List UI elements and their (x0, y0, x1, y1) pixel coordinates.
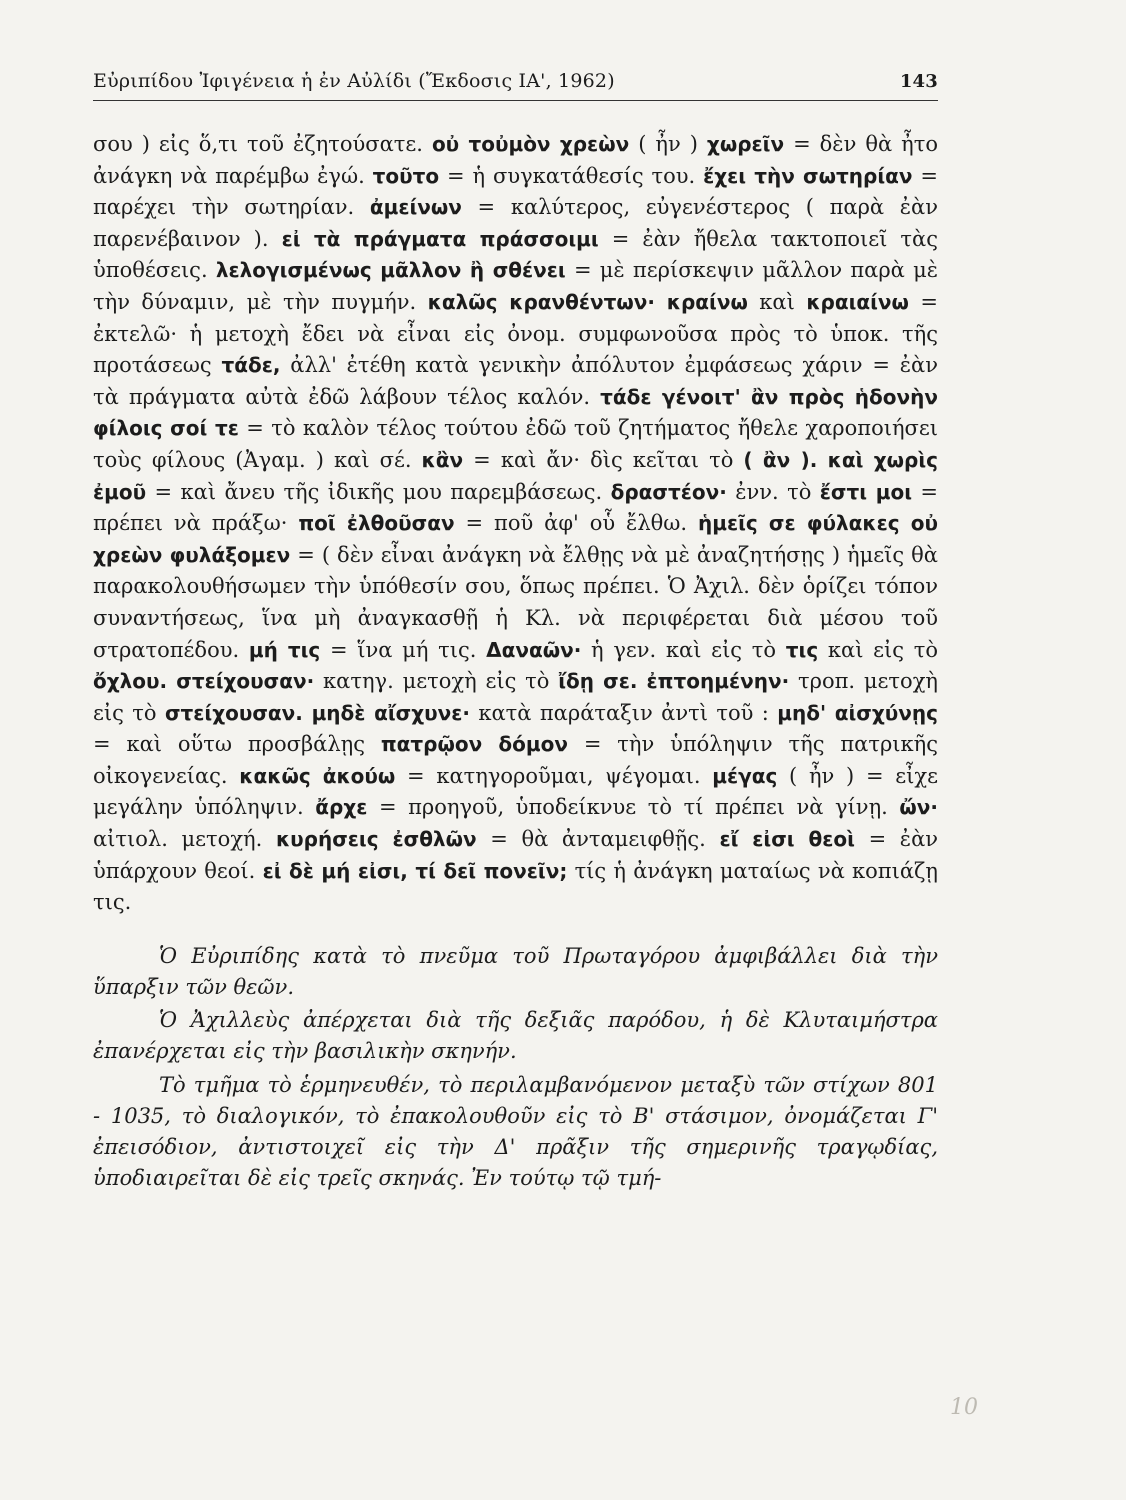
commentary-text: σου ) εἰς ὅ,τι τοῦ ἐζητούσατε. (93, 132, 432, 156)
commentary-text: = καὶ ἄνευ τῆς ἰδικῆς μου παρεμβάσεως. (146, 479, 611, 504)
commentary-text: καὶ εἰς τὸ (818, 637, 939, 662)
lemma-term: κακῶς ἀκούω (239, 763, 396, 788)
lemma-term: εἴ εἰσι θεοὶ (719, 827, 855, 852)
commentary-text: = ἐκτελῶ· ἡ μετοχὴ ἔδει νὰ εἶναι εἰς ὀνομ. συμφωνοῦσα πρὸς τὸ ὑποκ. τῆς προτάσεως (93, 289, 938, 378)
commentary-text: καὶ (747, 289, 807, 314)
lemma-term: πατρῷον δόμον (380, 732, 568, 757)
lemma-term: ἄρχε (315, 795, 368, 820)
note-paragraph: Ὁ Εὐριπίδης κατὰ τὸ πνεῦμα τοῦ Πρωταγόρου ἀμφιβάλλει διὰ τὴν ὕπαρξιν τῶν θεῶν. (93, 943, 938, 1000)
commentary-text: = μὲ περίσκεψιν μᾶλλον παρὰ μὲ τὴν δύναμιν, μὲ τὴν πυγμήν. (93, 258, 938, 314)
lemma-term: χωρεῖν (706, 132, 785, 156)
commentary-text: ἡ γεν. καὶ εἰς τὸ (581, 637, 786, 662)
commentary-text: = κατηγοροῦμαι, ψέγομαι. (395, 763, 713, 788)
commentary-text: κατὰ παράταξιν ἀντὶ τοῦ : (469, 700, 778, 725)
commentary-text: = καὶ οὕτω προσβάλῃς (93, 732, 381, 757)
commentary-text: ( ἦν ) (629, 132, 707, 156)
lemma-term: λελογισμένως μᾶλλον ἢ σθένει (215, 258, 566, 283)
lemma-term: μέγας (712, 763, 778, 788)
lemma-term: ( ἂν ). καὶ χωρὶς ἐμοῦ (93, 447, 938, 504)
commentary-text: = θὰ ἀνταμειφθῇς. (476, 827, 720, 852)
lemma-term: κυρήσεις ἐσθλῶν (275, 827, 477, 852)
commentary-text: = καὶ ἄν· δὶς κεῖται τὸ (463, 447, 744, 472)
lemma-term: οὐ τοὐμὸν χρεὼν (431, 132, 630, 156)
lemma-term: κραιαίνω (806, 289, 909, 314)
commentary-paragraph (93, 129, 938, 919)
lemma-term: τάδε, (221, 353, 281, 378)
commentary-text: ( ἦν ) = εἶχε μεγάλην ὑπόληψιν. (93, 763, 938, 820)
commentary-text: = δὲν θὰ ἦτο ἀνάγκη νὰ παρέμβω ἐγώ. (93, 132, 938, 188)
lemma-term: τάδε γένοιτ' ἂν πρὸς ἡδονὴν φίλοις σοί τε (93, 384, 938, 441)
page (93, 70, 938, 1196)
lemma-term: ὤν· (899, 795, 938, 820)
commentary-text: ἐνν. τὸ (726, 479, 820, 504)
lemma-term: εἰ τὰ πράγματα πράσσοιμι (281, 226, 599, 251)
commentary-text: αἰτιολ. μετοχή. (93, 827, 276, 852)
lemma-term: ποῖ ἐλθοῦσαν (298, 511, 455, 536)
lemma-term: ἴδῃ σε. ἐπτοημένην· (558, 669, 790, 694)
commentary-text: = ( δὲν εἶναι ἀνάγκη νὰ ἔλθῃς νὰ μὲ ἀναζητήσῃς ) ἡμεῖς θὰ παρακολουθήσωμεν τὴν ὑπόθεσίν σου, ὅπως πρέπει. Ὁ Ἀχιλ. δὲν ὁρίζει τόπον συναντήσεως, ἵνα μὴ ἀναγκασθῇ ἡ Κλ. νὰ περιφέρεται διὰ μέσου τοῦ στρατοπέδου. (93, 542, 938, 662)
lemma-term: καλῶς κρανθέντων· κραίνω (427, 289, 748, 314)
lemma-term: ἔστι μοι (819, 479, 913, 504)
note-paragraph: Ὁ Ἀχιλλεὺς ἀπέρχεται διὰ τῆς δεξιᾶς παρόδου, ἡ δὲ Κλυταιμήστρα ἐπανέρχεται εἰς τὴν βασιλικὴν σκηνήν. (93, 1008, 938, 1064)
lemma-term: ἡμεῖς σε φύλακες οὐ χρεὼν φυλάξομεν (93, 511, 939, 567)
commentary-text: = ἡ συγκατάθεσίς του. (439, 163, 704, 188)
lemma-term: μηδ' αἰσχύνῃς (777, 700, 938, 725)
commentary-text: = ἐὰν ἤθελα τακτοποιεῖ τὰς ὑποθέσεις. (93, 226, 938, 283)
commentary-text: = παρέχει τὴν σωτηρίαν. (93, 163, 938, 220)
commentary-text: = προηγοῦ, ὑποδείκνυε τὸ τί πρέπει νὰ γίνῃ. (367, 795, 900, 820)
lemma-term: τοῦτο (372, 163, 440, 188)
lemma-term: ὄχλου. στείχουσαν· (93, 669, 315, 694)
lemma-term: ἀμείνων (369, 195, 462, 220)
commentary-text: = ἵνα μή τις. (320, 637, 487, 662)
page-number: 143 (899, 71, 938, 92)
lemma-term: στείχουσαν. μηδὲ αἴσχυνε· (164, 700, 470, 725)
commentary-text: = τὴν ὑπόληψιν τῆς πατρικῆς οἰκογενείας. (93, 732, 938, 788)
commentary-text: = ποῦ ἀφ' οὗ ἔλθω. (454, 511, 698, 536)
lemma-term: δραστέον· (610, 479, 727, 504)
commentary-text: = πρέπει νὰ πράξω· (93, 479, 939, 536)
header-title: Εὐριπίδου Ἰφιγένεια ἡ ἐν Αὐλίδι (Ἔκδοσις ΙΑ', 1962) (93, 70, 615, 92)
lemma-term: τις (785, 637, 819, 662)
bleed-through-mark: 10 (950, 1395, 978, 1420)
commentary-text: = τὸ καλὸν τέλος τούτου ἐδῶ τοῦ ζητήματος ἤθελε χαροποιήσει τοὺς φίλους (Ἀγαμ. ) καὶ σέ. (93, 416, 938, 472)
lemma-term: Δαναῶν· (486, 637, 582, 662)
commentary-text: τίς ἡ ἀνάγκη ματαίως νὰ κοπιάζῃ τις. (93, 858, 938, 915)
running-header (93, 70, 938, 101)
lemma-term: κἂν (421, 447, 464, 472)
note-paragraph: Τὸ τμῆμα τὸ ἑρμηνευθέν, τὸ περιλαμβανόμενον μεταξὺ τῶν στίχων 801 - 1035, τὸ διαλογικόν, τὸ ἐπακολουθοῦν εἰς τὸ Β' στάσιμον, ὀνομάζεται Γ' ἐπεισόδιον, ἀντιστοιχεῖ εἰς τὴν Δ' πρᾶξιν τῆς σημερινῆς τραγῳδίας, ὑποδιαιρεῖται δὲ εἰς τρεῖς σκηνάς. Ἐν τούτῳ τῷ τμή- (93, 1072, 938, 1191)
notes-section (93, 941, 938, 1195)
commentary-text: = ἐὰν ὑπάρχουν θεοί. (93, 827, 939, 883)
lemma-term: εἰ δὲ μή εἰσι, τί δεῖ πονεῖν; (262, 858, 568, 883)
commentary-text: κατηγ. μετοχὴ εἰς τὸ (314, 669, 559, 694)
lemma-term: ἔχει τὴν σωτηρίαν (703, 163, 913, 188)
commentary-text: τροπ. μετοχὴ εἰς τὸ (93, 669, 939, 725)
lemma-term: μή τις (248, 637, 321, 662)
commentary-text: = καλύτερος, εὐγενέστερος ( παρὰ ἐὰν παρενέβαινον ). (93, 195, 938, 251)
commentary-text: ἀλλ' ἐτέθη κατὰ γενικὴν ἀπόλυτον ἐμφάσεως χάριν = ἐὰν τὰ πράγματα αὐτὰ ἐδῶ λάβουν τέλος καλόν. (93, 353, 938, 409)
